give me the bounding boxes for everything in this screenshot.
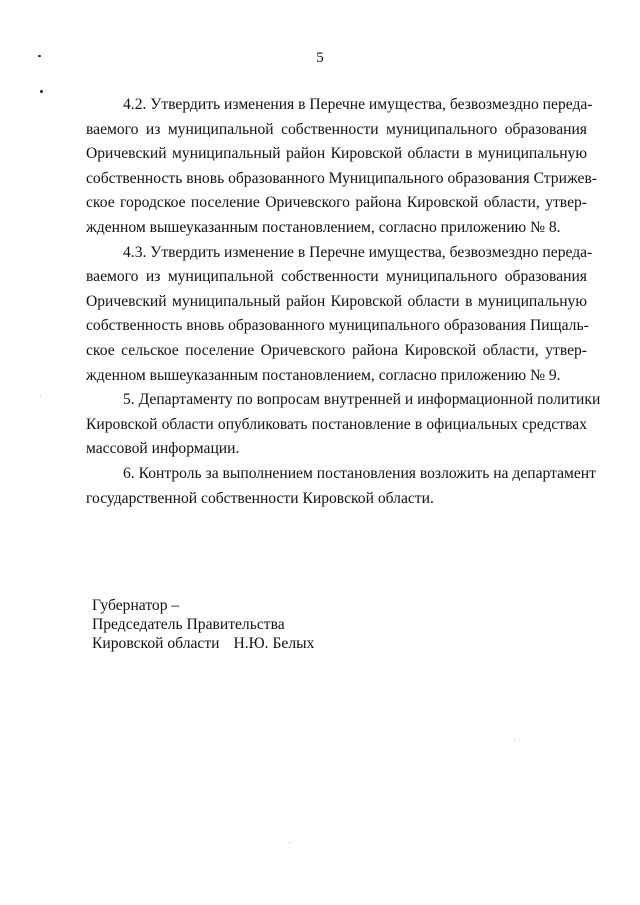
scan-artifact-dot: [40, 90, 43, 93]
text-line: 4.2. Утвердить изменения в Перечне имущества, безвозмездно переда-: [123, 96, 593, 113]
text-line: Оричевский муниципальный район Кировской области в муниципальную: [86, 292, 587, 310]
text-line: собственность вновь образованного муниципального образования Пищаль-: [86, 317, 589, 335]
document-body: [86, 93, 601, 511]
paragraph-5: [86, 388, 601, 462]
scan-artifact-dot: [40, 395, 41, 396]
text-line: Оричевский муниципальный район Кировской области в муниципальную: [86, 145, 587, 163]
text-line: 6. Контроль за выполнением постановления возложить на департамент: [123, 464, 596, 482]
signer-region: Кировской области: [92, 635, 220, 652]
text-line: ваемого из муниципальной собственности муниципального образования: [86, 268, 587, 286]
text-line: массовой информации.: [86, 440, 240, 458]
paragraph-4-2: [86, 93, 597, 241]
scan-artifact-dot: [514, 740, 515, 741]
text-line: ское городское поселение Оричевского района Кировской области, утвер-: [86, 194, 587, 212]
text-line: жденном вышеуказанным постановлением, согласно приложению № 8.: [86, 218, 561, 236]
signer-name: Н.Ю. Белых: [233, 635, 315, 652]
page-number: 5: [316, 50, 324, 66]
paragraph-6: [86, 462, 596, 511]
text-line: 5. Департаменту по вопросам внутренней и информационной политики: [123, 391, 601, 409]
signer-title: Председатель Правительства: [92, 616, 285, 633]
text-line: жденном вышеуказанным постановлением, согласно приложению № 9.: [86, 366, 561, 384]
paragraph-4-3: [86, 241, 593, 389]
text-line: государственной собственности Кировской области.: [86, 489, 434, 507]
signer-title-and-name: [92, 634, 314, 653]
text-line: Кировской области опубликовать постановление в официальных средствах: [86, 415, 587, 433]
text-line: собственность вновь образованного Муниципального образования Стрижев-: [86, 169, 597, 187]
text-line: ваемого из муниципальной собственности муниципального образования: [86, 120, 587, 138]
signature-block: [92, 596, 314, 653]
text-line: 4.3. Утвердить изменение в Перечне имущества, безвозмездно переда-: [123, 243, 593, 261]
text-line: ское сельское поселение Оричевского района Кировской области, утвер-: [86, 341, 587, 359]
scan-artifact-dot: [289, 842, 290, 843]
signer-title: Губернатор –: [92, 597, 180, 614]
